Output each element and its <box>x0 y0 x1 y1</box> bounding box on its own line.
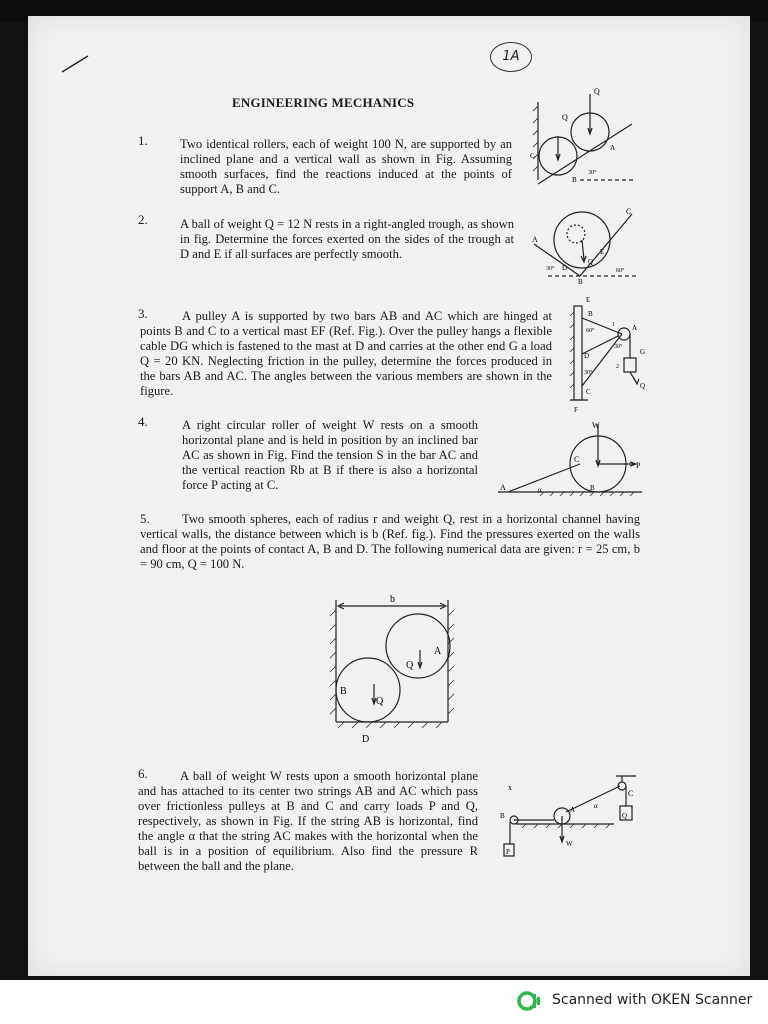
svg-text:B: B <box>590 484 595 492</box>
question-5-text: Two smooth spheres, each of radius r and weight Q, rest in a horizontal channel having vertical walls, the distance between which is b (Ref. fig.). Find the pressures exerted on the walls and floor at the points of contact A, B and D. The following numerical data are given: r = 25 cm, b = 90 cm, Q = 100 N. <box>140 512 640 571</box>
svg-text:α: α <box>538 486 542 494</box>
figure-2-trough <box>528 204 640 290</box>
svg-text:D: D <box>584 352 590 360</box>
svg-text:W: W <box>592 421 600 430</box>
question-1-text: Two identical rollers, each of weight 100 N, are supported by an inclined plane and a vertical wall as shown in Fig. Assuming smooth surfaces, find the reactions induced at the points of support A, B and C. <box>180 137 512 196</box>
svg-text:b: b <box>390 594 395 605</box>
svg-text:G: G <box>640 348 646 356</box>
svg-text:D: D <box>362 734 370 745</box>
svg-text:Q: Q <box>376 696 384 707</box>
svg-text:30°: 30° <box>614 344 623 350</box>
svg-text:Q: Q <box>640 382 646 390</box>
figure-1-rollers <box>528 84 640 196</box>
svg-text:A: A <box>532 235 538 244</box>
question-3-number: 3. <box>138 306 148 321</box>
page-title: ENGINEERING MECHANICS <box>232 95 415 110</box>
svg-text:30°: 30° <box>546 266 555 272</box>
question-4-text: A right circular roller of weight W rests on a smooth horizontal plane and is held in position by an inclined bar AC as shown in Fig. Find the tension S in the bar AC and the vertical reaction Rb at B if there is also a horizontal force P acting at C. <box>182 418 478 492</box>
oken-scanner-logo-icon <box>516 990 542 1012</box>
svg-text:B: B <box>588 310 593 318</box>
svg-text:E: E <box>600 248 605 256</box>
svg-text:A: A <box>570 806 576 814</box>
svg-text:60°: 60° <box>616 268 625 274</box>
svg-text:C: C <box>530 152 535 160</box>
figure-3-pulley-mast <box>560 290 650 414</box>
svg-text:E: E <box>586 296 591 304</box>
scanner-watermark-text: Scanned with OKEN Scanner <box>552 992 753 1008</box>
svg-text:P: P <box>506 848 510 856</box>
svg-text:P: P <box>636 461 641 470</box>
pen-tick-mark <box>60 52 90 76</box>
svg-text:x: x <box>508 783 512 792</box>
svg-text:F: F <box>574 406 578 414</box>
question-6-text: A ball of weight W rests upon a smooth horizontal plane and has attached to its center two strings AB and AC which pass over frictionless pulleys at B and C and carry loads P and Q, respectively, as shown in Fig. If the string AB is horizontal, find the angle α that the string AC makes with the horizontal when the ball is in a position of equilibrium. Also find the pressure R between the ball and the plane. <box>138 769 478 873</box>
svg-text:A: A <box>610 144 616 152</box>
question-6-number: 6. <box>138 766 148 781</box>
svg-text:A: A <box>632 324 638 332</box>
svg-text:B: B <box>578 278 583 286</box>
figure-5-channel-spheres <box>318 590 468 750</box>
svg-text:60°: 60° <box>586 328 595 334</box>
question-2-text: A ball of weight Q = 12 N rests in a right-angled trough, as shown in fig. Determine the forces exerted on the sides of the trough at D and E if all surfaces are perfectly smooth. <box>180 217 514 261</box>
svg-text:C: C <box>628 789 634 798</box>
svg-text:C: C <box>574 455 580 464</box>
question-1-number: 1. <box>138 133 148 148</box>
svg-text:D: D <box>562 264 568 272</box>
svg-text:30°: 30° <box>588 170 597 176</box>
question-3-text: A pulley A is supported by two bars AB and AC which are hinged at points B and C to a vertical mast EF (Ref. Fig.). Over the pulley hangs a flexible cable DG which is fastened to the mast at D and carries at the other end G a load Q = 20 KN. Neglecting friction in the pulley, determine the forces produced in the bars AB and AC. The angles between the various members are shown in the figure. <box>140 309 552 398</box>
svg-text:30°: 30° <box>584 370 593 376</box>
svg-text:1: 1 <box>612 322 615 328</box>
svg-text:Q: Q <box>622 812 628 820</box>
svg-text:C: C <box>586 388 591 396</box>
svg-text:C: C <box>626 207 632 216</box>
svg-text:B: B <box>572 176 577 184</box>
svg-text:A: A <box>500 483 506 492</box>
figure-6-ball-strings <box>496 772 646 868</box>
svg-text:Q: Q <box>594 87 600 96</box>
page-circle-tag: 1A <box>490 42 532 72</box>
question-4-number: 4. <box>138 414 148 429</box>
svg-text:α: α <box>594 802 598 810</box>
svg-text:B: B <box>500 812 505 820</box>
svg-text:B: B <box>340 686 347 697</box>
svg-text:Q: Q <box>406 660 414 671</box>
svg-text:A: A <box>434 646 442 657</box>
svg-text:Q: Q <box>588 258 594 266</box>
svg-text:2: 2 <box>616 364 619 370</box>
question-2-number: 2. <box>138 212 148 227</box>
question-5-number: 5. <box>140 511 150 526</box>
svg-text:W: W <box>566 840 573 848</box>
figure-4-roller-bar <box>494 416 646 504</box>
svg-text:Q: Q <box>562 113 568 122</box>
